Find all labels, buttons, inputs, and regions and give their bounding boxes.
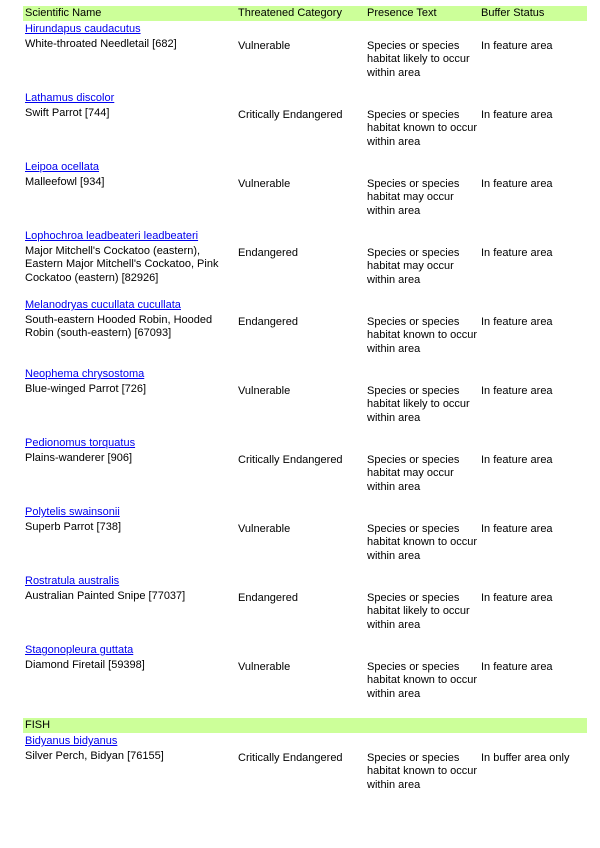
presence-text: Species or species habitat may occur within area bbox=[367, 454, 460, 493]
threatened-category: Endangered bbox=[238, 592, 298, 604]
common-name: White-throated Needletail [682] bbox=[25, 38, 177, 50]
threatened-category: Vulnerable bbox=[238, 385, 291, 397]
species-entry bbox=[23, 366, 587, 435]
scientific-name-link[interactable]: Neophema chrysostoma bbox=[25, 368, 145, 380]
presence-text: Species or species habitat known to occur within area bbox=[367, 752, 478, 791]
species-entry bbox=[23, 504, 587, 573]
species-entry bbox=[23, 733, 587, 802]
threatened-category: Vulnerable bbox=[238, 661, 291, 673]
threatened-category: Critically Endangered bbox=[238, 752, 343, 764]
buffer-status: In feature area bbox=[481, 385, 553, 397]
species-entry bbox=[23, 573, 587, 642]
common-name: Malleefowl [934] bbox=[25, 176, 105, 188]
presence-text: Species or species habitat may occur within area bbox=[367, 178, 460, 217]
presence-text: Species or species habitat known to occur within area bbox=[367, 316, 478, 355]
presence-text: Species or species habitat likely to occur within area bbox=[367, 40, 470, 79]
threatened-category: Endangered bbox=[238, 247, 298, 259]
scientific-name-link[interactable]: Lophochroa leadbeateri leadbeateri bbox=[25, 230, 199, 242]
common-name: Australian Painted Snipe [77037] bbox=[25, 590, 186, 602]
threatened-category: Critically Endangered bbox=[238, 454, 343, 466]
threatened-category: Endangered bbox=[238, 316, 298, 328]
species-entry bbox=[23, 435, 587, 504]
scientific-name-link[interactable]: Bidyanus bidyanus bbox=[25, 735, 118, 747]
threatened-category: Vulnerable bbox=[238, 523, 291, 535]
header-presence-text: Presence Text bbox=[367, 7, 437, 19]
buffer-status: In buffer area only bbox=[481, 752, 570, 764]
presence-text: Species or species habitat may occur within area bbox=[367, 247, 460, 286]
species-table bbox=[23, 6, 587, 802]
scientific-name-link[interactable]: Stagonopleura guttata bbox=[25, 644, 134, 656]
scientific-name-link[interactable]: Lathamus discolor bbox=[25, 92, 115, 104]
species-entry bbox=[23, 21, 587, 90]
scientific-name-link[interactable]: Pedionomus torquatus bbox=[25, 437, 136, 449]
buffer-status: In feature area bbox=[481, 592, 553, 604]
common-name: South-eastern Hooded Robin, Hooded Robin (south-eastern) [67093] bbox=[25, 314, 213, 340]
buffer-status: In feature area bbox=[481, 661, 553, 673]
section-fish: FISH bbox=[23, 718, 587, 733]
scientific-name-link[interactable]: Rostratula australis bbox=[25, 575, 120, 587]
scientific-name-link[interactable]: Hirundapus caudacutus bbox=[25, 23, 141, 35]
threatened-category: Critically Endangered bbox=[238, 109, 343, 121]
common-name: Silver Perch, Bidyan [76155] bbox=[25, 750, 164, 762]
species-entry bbox=[23, 90, 587, 159]
threatened-category: Vulnerable bbox=[238, 40, 291, 52]
buffer-status: In feature area bbox=[481, 316, 553, 328]
header-threatened-category: Threatened Category bbox=[238, 7, 342, 19]
scientific-name-link[interactable]: Leipoa ocellata bbox=[25, 161, 100, 173]
buffer-status: In feature area bbox=[481, 40, 553, 52]
fish-list bbox=[23, 733, 587, 802]
species-entry bbox=[23, 228, 587, 297]
scientific-name-link[interactable]: Polytelis swainsonii bbox=[25, 506, 120, 518]
presence-text: Species or species habitat known to occur within area bbox=[367, 661, 478, 700]
presence-text: Species or species habitat likely to occur within area bbox=[367, 592, 470, 631]
buffer-status: In feature area bbox=[481, 454, 553, 466]
buffer-status: In feature area bbox=[481, 247, 553, 259]
presence-text: Species or species habitat known to occur within area bbox=[367, 109, 478, 148]
common-name: Plains-wanderer [906] bbox=[25, 452, 133, 464]
common-name: Diamond Firetail [59398] bbox=[25, 659, 145, 671]
species-entry bbox=[23, 159, 587, 228]
buffer-status: In feature area bbox=[481, 109, 553, 121]
birds-list bbox=[23, 21, 587, 711]
threatened-category: Vulnerable bbox=[238, 178, 291, 190]
common-name: Blue-winged Parrot [726] bbox=[25, 383, 147, 395]
buffer-status: In feature area bbox=[481, 523, 553, 535]
species-entry bbox=[23, 297, 587, 366]
species-entry bbox=[23, 642, 587, 711]
presence-text: Species or species habitat known to occur within area bbox=[367, 523, 478, 562]
header-scientific-name: Scientific Name bbox=[25, 7, 102, 19]
header-buffer-status: Buffer Status bbox=[481, 7, 545, 19]
presence-text: Species or species habitat likely to occur within area bbox=[367, 385, 470, 424]
table-header bbox=[23, 6, 587, 21]
scientific-name-link[interactable]: Melanodryas cucullata cucullata bbox=[25, 299, 181, 311]
common-name: Swift Parrot [744] bbox=[25, 107, 110, 119]
common-name: Superb Parrot [738] bbox=[25, 521, 122, 533]
common-name: Major Mitchell's Cockatoo (eastern), Eastern Major Mitchell's Cockatoo, Pink Cockatoo (eastern) [82926] bbox=[25, 245, 219, 284]
buffer-status: In feature area bbox=[481, 178, 553, 190]
